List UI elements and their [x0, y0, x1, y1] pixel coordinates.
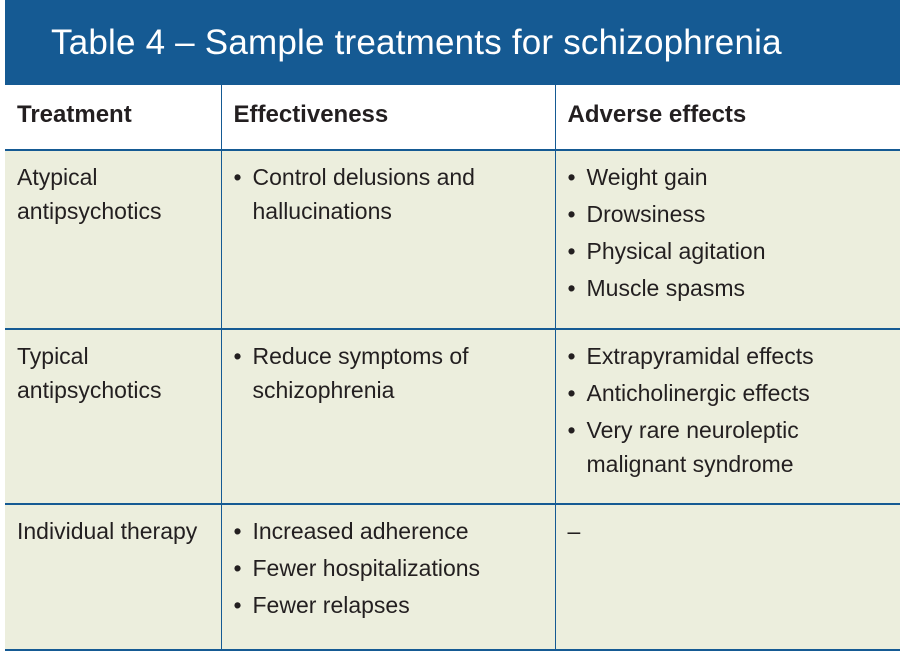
adverse-effects-cell	[555, 329, 900, 504]
header-treatment: Treatment	[5, 85, 221, 150]
list-item: • Drowsiness	[568, 197, 900, 231]
adverse-effects-list	[568, 160, 900, 305]
adverse-effects-cell	[555, 150, 900, 329]
table-row	[5, 504, 900, 650]
table-row	[5, 150, 900, 329]
list-item: • Control delusions and hallucinations	[234, 160, 555, 228]
effectiveness-cell	[221, 504, 555, 650]
adverse-effects-cell	[555, 504, 900, 650]
adverse-effects-list	[568, 339, 900, 481]
list-item: • Weight gain	[568, 160, 900, 194]
list-item: • Extrapyramidal effects	[568, 339, 900, 373]
no-adverse-effects-dash: –	[567, 518, 581, 544]
header-effectiveness: Effectiveness	[221, 85, 555, 150]
list-item: • Physical agitation	[568, 234, 900, 268]
effectiveness-list	[234, 339, 555, 407]
list-item: • Muscle spasms	[568, 271, 900, 305]
effectiveness-cell	[221, 329, 555, 504]
treatment-cell	[5, 150, 221, 329]
list-item: • Fewer hospitalizations	[234, 551, 555, 585]
header-row	[5, 85, 900, 150]
header-adverse-effects: Adverse effects	[555, 85, 900, 150]
treatment-cell	[5, 329, 221, 504]
treatments-table	[5, 85, 900, 651]
effectiveness-list	[234, 160, 555, 228]
treatment-name: Typical antipsychotics	[17, 343, 162, 403]
effectiveness-list	[234, 514, 555, 622]
effectiveness-cell	[221, 150, 555, 329]
treatment-name: Individual therapy	[17, 518, 198, 544]
list-item: • Fewer relapses	[234, 588, 555, 622]
list-item: • Reduce symptoms of schizophrenia	[234, 339, 555, 407]
table-title-bar	[5, 0, 900, 85]
table-title: Table 4 – Sample treatments for schizophrenia	[51, 22, 782, 62]
list-item: • Increased adherence	[234, 514, 555, 548]
list-item: • Anticholinergic effects	[568, 376, 900, 410]
treatment-name: Atypical antipsychotics	[17, 164, 162, 224]
table-row	[5, 329, 900, 504]
treatment-cell	[5, 504, 221, 650]
list-item: • Very rare neuroleptic malignant syndrome	[568, 413, 900, 481]
